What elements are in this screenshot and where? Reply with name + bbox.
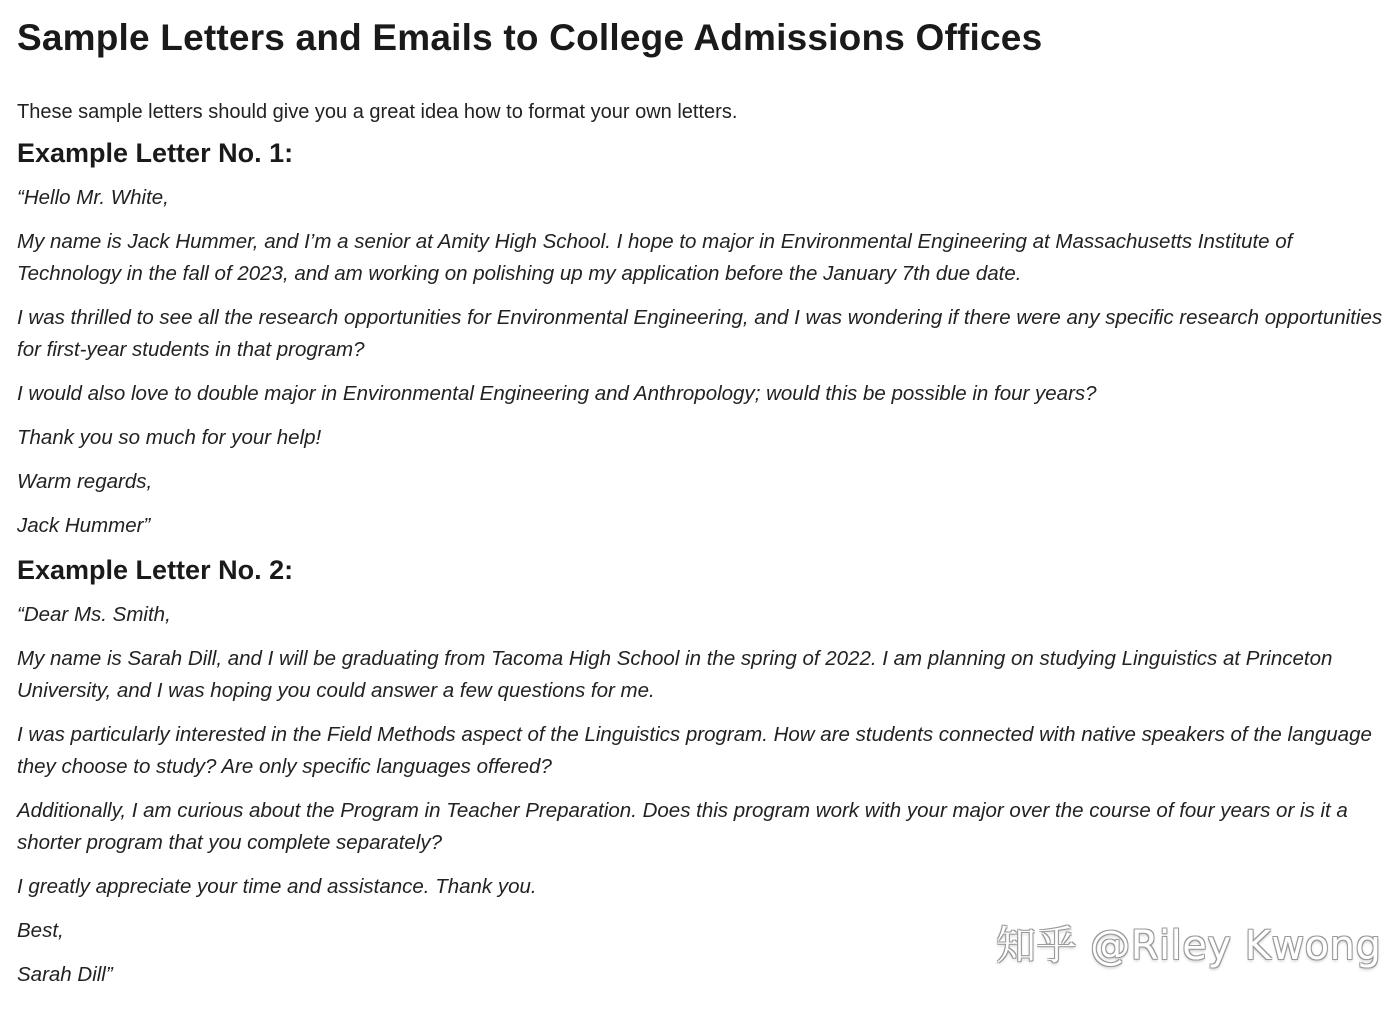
letter-1-paragraph: My name is Jack Hummer, and I’m a senior at Amity High School. I hope to major in Environmental Engineering at Massachusetts Institute of Technology in the fall of 2023, and am working on polishing up my application before the January 7th due date.: [17, 230, 1293, 285]
letter-2-heading: Example Letter No. 2:: [17, 555, 294, 585]
article: [17, 0, 1385, 991]
letter-2-closing: Best,: [17, 919, 64, 942]
letter-2-paragraph: I greatly appreciate your time and assistance. Thank you.: [17, 875, 537, 898]
letter-2-signature: Sarah Dill”: [17, 963, 113, 986]
letter-2-paragraph: Additionally, I am curious about the Program in Teacher Preparation. Does this program work with your major over the course of four years or is it a shorter program that you complete separately?: [17, 799, 1348, 854]
letter-1-closing: Warm regards,: [17, 470, 153, 493]
letter-2-paragraph: I was particularly interested in the Field Methods aspect of the Linguistics program. How are students connected with native speakers of the language they choose to study? Are only specific languages offered?: [17, 723, 1372, 778]
letter-1-signature: Jack Hummer”: [17, 514, 151, 537]
letter-1-paragraph: Thank you so much for your help!: [17, 426, 322, 449]
letter-1-paragraph: I was thrilled to see all the research opportunities for Environmental Engineering, and I was wondering if there were any specific research opportunities for first-year students in that program?: [17, 306, 1383, 361]
letter-1-salutation: “Hello Mr. White,: [17, 186, 169, 209]
letter-1-heading: Example Letter No. 1:: [17, 138, 294, 168]
intro-text: These sample letters should give you a great idea how to format your own letters.: [17, 101, 738, 123]
letter-2-salutation: “Dear Ms. Smith,: [17, 603, 171, 626]
watermark: 知乎 @Riley Kwong: [996, 923, 1382, 969]
page-title: Sample Letters and Emails to College Admissions Offices: [17, 17, 1043, 58]
letter-1-paragraph: I would also love to double major in Environmental Engineering and Anthropology; would this be possible in four years?: [17, 382, 1097, 405]
letter-2-paragraph: My name is Sarah Dill, and I will be graduating from Tacoma High School in the spring of 2022. I am planning on studying Linguistics at Princeton University, and I was hoping you could answer a few questions for me.: [17, 647, 1333, 702]
